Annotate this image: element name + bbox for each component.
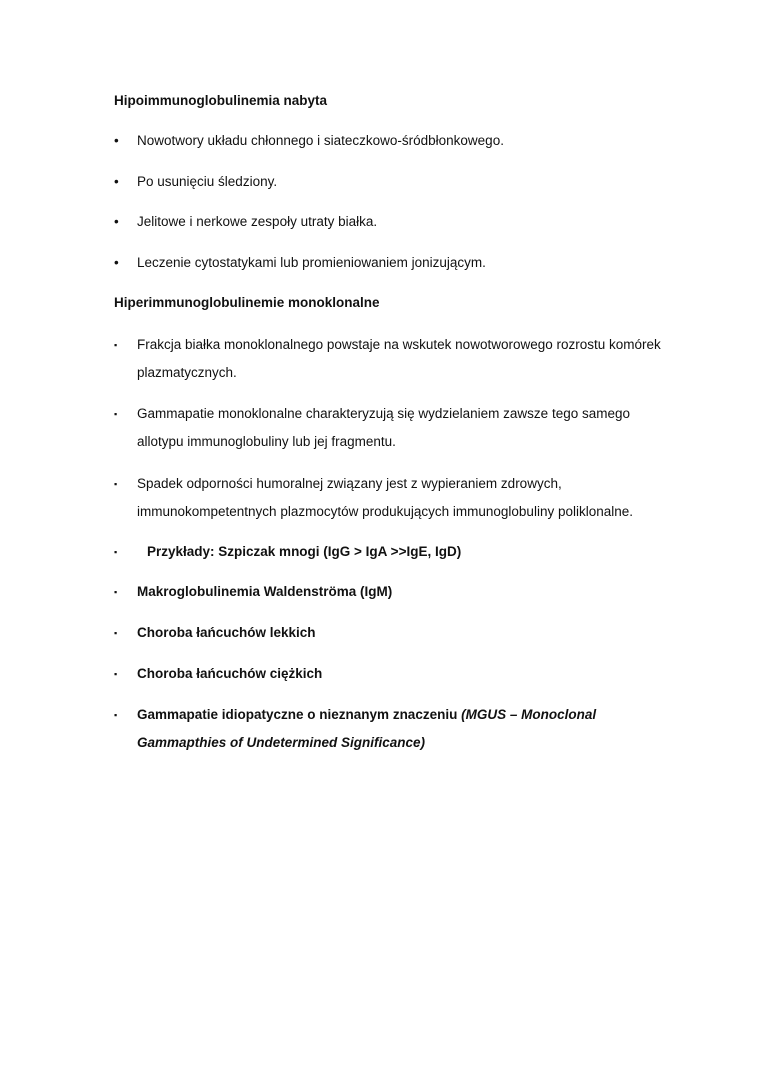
square-bullet-icon: ▪ bbox=[114, 628, 118, 638]
list-item-text: Spadek odporności humoralnej związany jest z wypieraniem zdrowych, immunokompetentnych plazmocytów produkujących immunoglobuliny poliklonalne. bbox=[137, 476, 634, 519]
list-item-text: Po usunięciu śledziony. bbox=[137, 174, 278, 189]
bullet-icon: • bbox=[114, 255, 119, 270]
mgus-label: Gammapatie idiopatyczne o nieznanym znaczeniu bbox=[137, 707, 462, 722]
list-item-text: Makroglobulinemia Waldenströma (IgM) bbox=[137, 584, 393, 599]
bullet-icon: • bbox=[114, 214, 119, 229]
list-item-text: Frakcja białka monoklonalnego powstaje na wskutek nowotworowego rozrostu komórek plazmatycznych. bbox=[137, 337, 661, 380]
list-item bbox=[114, 127, 674, 155]
list-item bbox=[114, 331, 674, 387]
section-heading-hypo: Hipoimmunoglobulinemia nabyta bbox=[114, 93, 328, 108]
list-item-text: Przykłady: Szpiczak mnogi (IgG > IgA >>IgE, IgD) bbox=[147, 544, 462, 559]
bullet-icon: • bbox=[114, 133, 119, 148]
list-item-text: Choroba łańcuchów ciężkich bbox=[137, 666, 323, 681]
list-item bbox=[114, 538, 674, 566]
list-item bbox=[114, 400, 674, 456]
square-bullet-icon: ▪ bbox=[114, 340, 118, 350]
square-bullet-icon: ▪ bbox=[114, 409, 118, 419]
list-item-text: Gammapatie monoklonalne charakteryzują się wydzielaniem zawsze tego samego allotypu immunoglobuliny lub jej fragmentu. bbox=[137, 406, 630, 449]
list-item bbox=[114, 578, 674, 606]
list-item-text: Leczenie cytostatykami lub promieniowaniem jonizującym. bbox=[137, 255, 486, 270]
list-item bbox=[114, 701, 614, 757]
list-item-text: Choroba łańcuchów lekkich bbox=[137, 625, 316, 640]
square-bullet-icon: ▪ bbox=[114, 587, 118, 597]
list-item bbox=[114, 249, 674, 277]
square-bullet-icon: ▪ bbox=[114, 710, 118, 720]
list-item-text: Jelitowe i nerkowe zespoły utraty białka. bbox=[137, 214, 378, 229]
list-item bbox=[114, 208, 674, 236]
section-heading-hyper: Hiperimmunoglobulinemie monoklonalne bbox=[114, 295, 380, 310]
list-item-text bbox=[137, 701, 614, 757]
list-item-text: Nowotwory układu chłonnego i siateczkowo-śródbłonkowego. bbox=[137, 133, 504, 148]
mgus-italic-expansion: (MGUS – Monoclonal Gammapthies of Undetermined Significance) bbox=[137, 707, 597, 750]
bullet-icon: • bbox=[114, 174, 119, 189]
list-item bbox=[114, 168, 674, 196]
list-item bbox=[114, 660, 674, 688]
list-item bbox=[114, 470, 674, 526]
square-bullet-icon: ▪ bbox=[114, 547, 118, 557]
square-bullet-icon: ▪ bbox=[114, 669, 118, 679]
square-bullet-icon: ▪ bbox=[114, 479, 118, 489]
list-item bbox=[114, 619, 674, 647]
